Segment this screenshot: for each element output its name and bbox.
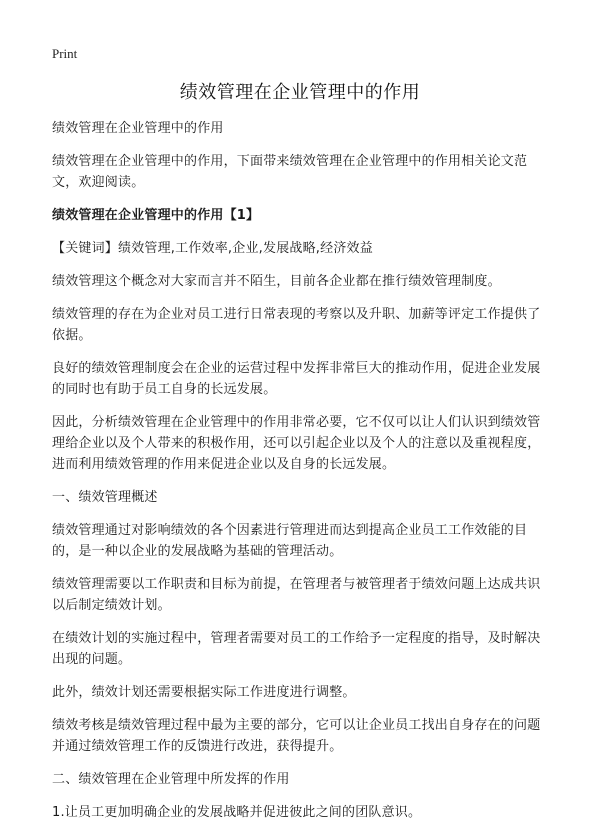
- paragraph: 因此，分析绩效管理在企业管理中的作用非常必要，它不仅可以让人们认识到绩效管理给企业以及个人带来的积极作用，还可以引起企业以及个人的注意以及重视程度，进而利用绩效管理的作用来促进企业以及自身的长远发展。: [52, 415, 541, 472]
- paragraph-keywords: 【关键词】绩效管理,工作效率,企业,发展战略,经济效益: [52, 241, 373, 256]
- paragraph: 在绩效计划的实施过程中，管理者需要对员工的工作给予一定程度的指导，及时解决出现的问题。: [52, 631, 541, 667]
- paragraph-subtitle: 绩效管理在企业管理中的作用: [52, 121, 224, 136]
- print-link[interactable]: Print: [52, 46, 78, 61]
- paragraph-list-item: 1.让员工更加明确企业的发展战略并促进彼此之间的团队意识。: [52, 805, 422, 820]
- paragraph: 此外，绩效计划还需要根据实际工作进度进行调整。: [52, 685, 356, 700]
- subheading-role: 二、绩效管理在企业管理中所发挥的作用: [52, 772, 290, 787]
- document-title: 绩效管理在企业管理中的作用: [179, 82, 421, 103]
- subheading-overview: 一、绩效管理概述: [52, 490, 158, 505]
- paragraph-intro: 绩效管理在企业管理中的作用，下面带来绩效管理在企业管理中的作用相关论文范文，欢迎阅读。: [52, 154, 528, 190]
- paragraph: 绩效考核是绩效管理过程中最为主要的部分，它可以让企业员工找出自身存在的问题并通过绩效管理工作的反馈进行改进，获得提升。: [52, 718, 541, 754]
- paragraph: 绩效管理的存在为企业对员工进行日常表现的考察以及升职、加薪等评定工作提供了依据。: [52, 307, 541, 343]
- paragraph: 绩效管理需要以工作职责和目标为前提，在管理者与被管理者于绩效问题上达成共识以后制定绩效计划。: [52, 577, 541, 613]
- paragraph: 绩效管理这个概念对大家而言并不陌生，目前各企业都在推行绩效管理制度。: [52, 274, 501, 289]
- paragraph: 良好的绩效管理制度会在企业的运营过程中发挥非常巨大的推动作用，促进企业发展的同时也有助于员工自身的长远发展。: [52, 361, 541, 397]
- paragraph: 绩效管理通过对影响绩效的各个因素进行管理进而达到提高企业员工工作效能的目的，是一种以企业的发展战略为基础的管理活动。: [52, 523, 528, 559]
- section-heading: 绩效管理在企业管理中的作用【1】: [52, 208, 260, 223]
- document-body: [52, 118, 552, 835]
